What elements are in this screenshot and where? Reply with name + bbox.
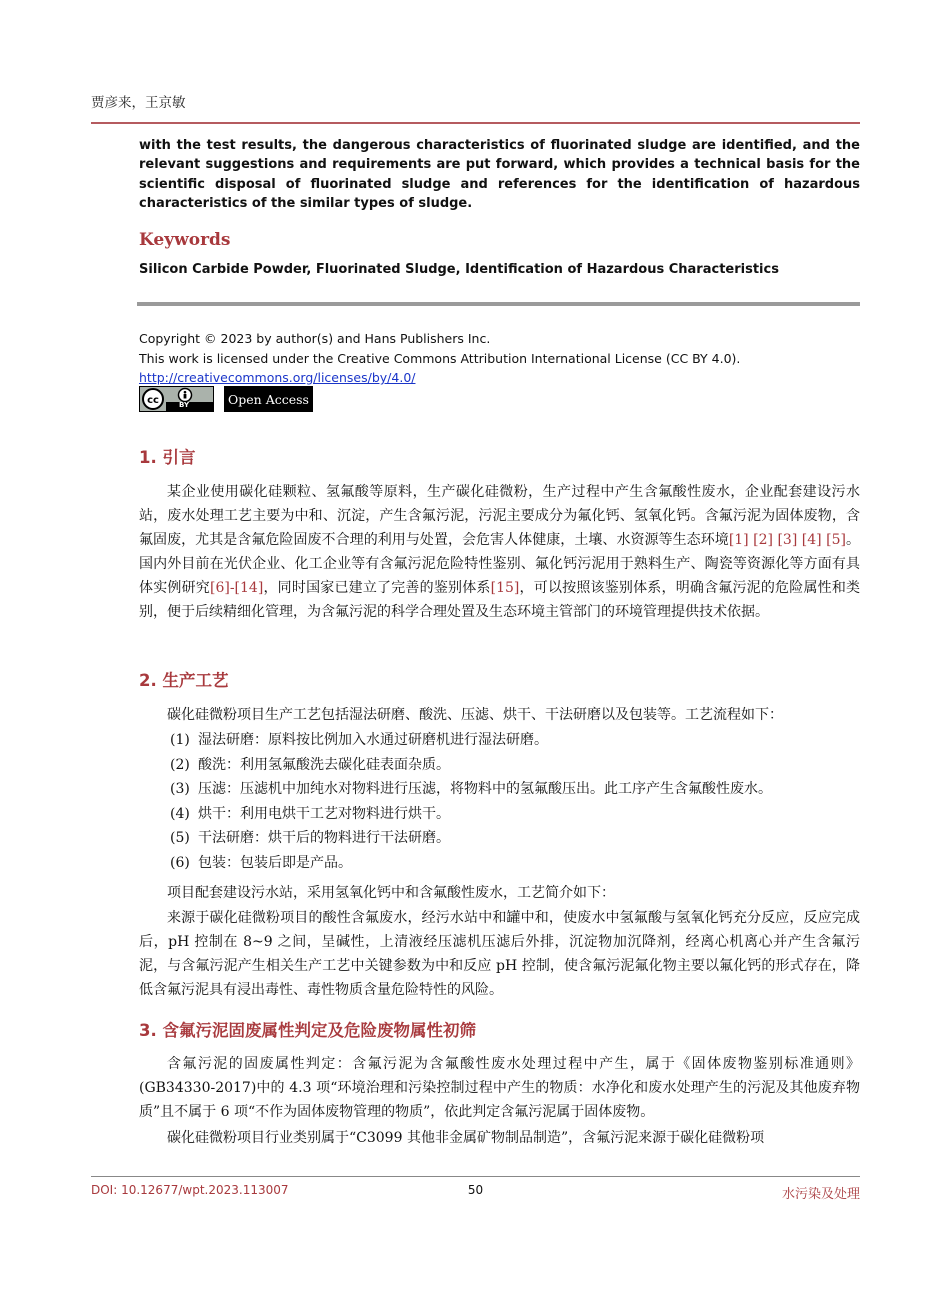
para-text: 某企业使用碳化硅颗粒、氢氟酸等原料，生产碳化硅微粉，生产过程中产生含氟酸性废水，企业配套建设污水站，废水处理工艺主要为中和、沉淀，产生含氟污泥，污泥主要成分为氟化钙、氢氧化钙。含氟污泥为固体废物，含氟固废，尤其是含氟危险固废不合理的利用与处置，会危害人体健康，土壤、水资源等生态环境 xyxy=(139,484,860,548)
license-line: This work is licensed under the Creative Commons Attribution International License (CC BY 4.0). xyxy=(139,350,741,366)
step-number: (6) xyxy=(170,854,190,871)
section-2-station-paragraph: 项目配套建设污水站，采用氢氧化钙中和含氟酸性废水，工艺简介如下： xyxy=(167,885,615,901)
open-access-badge[interactable]: Open Access xyxy=(224,386,313,412)
step-text: 压滤：压滤机中加纯水对物料进行压滤，将物料中的氢氟酸压出。此工序产生含氟酸性废水。 xyxy=(198,781,772,797)
step-text: 干法研磨：烘干后的物料进行干法研磨。 xyxy=(198,830,450,846)
page-number: 50 xyxy=(467,1183,484,1197)
keywords-text: Silicon Carbide Powder, Fluorinated Sludge, Identification of Hazardous Characteristics xyxy=(139,262,779,277)
section-2-detail-paragraph: 来源于碳化硅微粉项目的酸性含氟废水，经污水站中和罐中和，使废水中氢氟酸与氢氧化钙充分反应，反应完成后，pH 控制在 8~9 之间，呈碱性，上清液经压滤机压滤后外排，沉淀物加沉降剂，经离心机离心并产生含氟污泥，与含氟污泥产生相关生产工艺中关键参数为中和反应 pH 控制，使含氟污泥氟化物主要以氟化钙的形式存在，降低含氟污泥具有浸出毒性、毒性物质含量危险特性的风险。 xyxy=(139,910,860,998)
para-text: ，同时国家已建立了完善的鉴别体系 xyxy=(263,580,491,596)
step-number: (5) xyxy=(170,830,190,846)
citation-link[interactable]: [1] [2] [3] [4] [5] xyxy=(728,532,846,548)
process-steps-list xyxy=(170,728,860,875)
section-2-intro: 碳化硅微粉项目生产工艺包括湿法研磨、酸洗、压滤、烘干、干法研磨以及包装等。工艺流程如下： xyxy=(167,707,783,723)
svg-text:cc: cc xyxy=(147,395,159,406)
step-text: 酸洗：利用氢氟酸洗去碳化硅表面杂质。 xyxy=(198,756,450,773)
list-item xyxy=(170,753,860,778)
license-badges xyxy=(139,386,313,412)
citation-link[interactable]: [15] xyxy=(490,580,520,596)
step-number: (3) xyxy=(170,781,190,797)
cc-by-icon xyxy=(140,387,213,411)
doi-link[interactable]: DOI: 10.12677/wpt.2023.113007 xyxy=(91,1183,289,1197)
para-text: ，可以按照该鉴别体系，明确含氟污泥的危险属性和类别，便于后续精细化管理，为含氟污泥的科学合理处置及生态环境主管部门的环境管理提供技术依据。 xyxy=(139,580,861,620)
license-link[interactable]: http://creativecommons.org/licenses/by/4.0/ xyxy=(139,370,416,385)
citation-link[interactable]: [6]-[14] xyxy=(209,580,264,596)
step-number: (2) xyxy=(170,756,190,773)
copyright-line: Copyright © 2023 by author(s) and Hans Publishers Inc. xyxy=(139,331,491,346)
section-1-paragraph xyxy=(139,480,860,624)
step-text: 湿法研磨：原料按比例加入水通过研磨机进行湿法研磨。 xyxy=(198,732,548,748)
step-number: (1) xyxy=(170,732,190,748)
keywords-heading: Keywords xyxy=(139,230,231,250)
section-2-heading: 2. 生产工艺 xyxy=(139,671,229,690)
section-3-paragraph-1: 含氟污泥的固废属性判定：含氟污泥为含氟酸性废水处理过程中产生，属于《固体废物鉴别标准通则》(GB34330-2017)中的 4.3 项“环境治理和污染控制过程中产生的物质：水净化和废水处理产生的污泥及其他废弃物质”且不属于 6 项“不作为固体废物管理的物质”，依此判定含氟污泥属于固体废物。 xyxy=(139,1056,860,1120)
footer-rule xyxy=(91,1176,860,1177)
header-rule xyxy=(91,122,860,124)
page-footer xyxy=(91,1183,860,1201)
section-3-paragraph-2: 碳化硅微粉项目行业类别属于“C3099 其他非金属矿物制品制造”，含氟污泥来源于碳化硅微粉项 xyxy=(167,1130,765,1146)
running-head-authors: 贾彦来，王京敏 xyxy=(91,95,186,111)
para-text: 。国内外目前在光伏企业、化工企业等有含氟污泥危险特性鉴别、氟化钙污泥用于熟料生产、陶瓷等资源化等方面有具体实例研究 xyxy=(139,532,860,596)
list-item xyxy=(170,802,860,827)
abstract-continuation: with the test results, the dangerous characteristics of fluorinated sludge are identified, and the relevant suggestions and requirements are put forward, which provides a technical basis for the scientific disposal of fluorinated sludge and references for the identification of hazardous characteristics of the similar types of sludge. xyxy=(139,138,860,212)
step-number: (4) xyxy=(170,805,190,822)
list-item xyxy=(170,826,860,851)
step-text: 烘干：利用电烘干工艺对物料进行烘干。 xyxy=(198,805,450,822)
list-item xyxy=(170,728,860,753)
cc-by-label: BY xyxy=(179,401,190,409)
journal-name: 水污染及处理 xyxy=(781,1187,860,1202)
list-item xyxy=(170,851,860,876)
cc-by-badge[interactable] xyxy=(139,386,214,412)
section-3-heading: 3. 含氟污泥固废属性判定及危险废物属性初筛 xyxy=(139,1021,476,1040)
list-item xyxy=(170,777,860,802)
copyright-block xyxy=(139,329,740,388)
section-1-heading: 1. 引言 xyxy=(139,448,196,467)
section-divider xyxy=(137,302,860,306)
step-text: 包装：包装后即是产品。 xyxy=(198,854,352,871)
